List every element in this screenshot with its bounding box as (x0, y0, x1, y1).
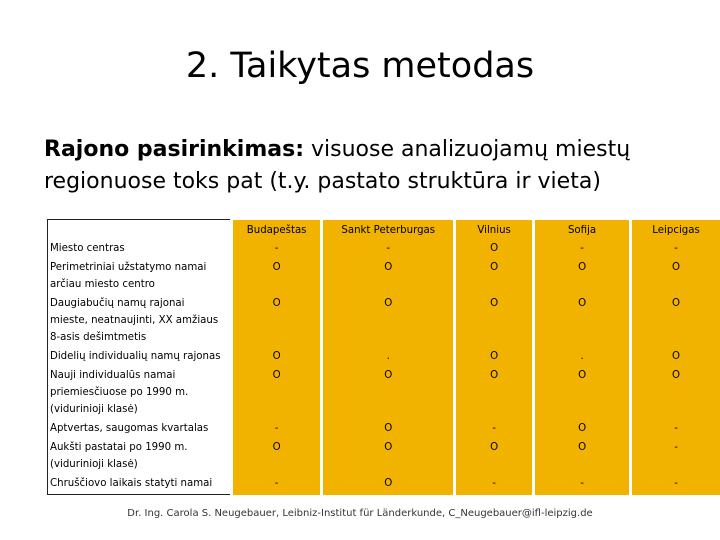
cell-value: O (578, 423, 587, 434)
cell-value: O (384, 298, 393, 309)
table-cell (232, 439, 322, 475)
table-cell (631, 420, 720, 439)
row-label (48, 420, 232, 439)
comparison-table (47, 219, 720, 495)
cell-value: - (492, 423, 496, 434)
table-row (48, 240, 720, 259)
table-row (48, 367, 720, 420)
header-empty-cell (48, 220, 232, 241)
row-label-line: arčiau miesto centro (50, 279, 155, 290)
table-row (48, 439, 720, 475)
table-cell (455, 475, 534, 495)
table-cell (232, 420, 322, 439)
row-label-line: Miesto centras (50, 243, 125, 254)
row-label (48, 240, 232, 259)
table-cell (322, 367, 455, 420)
table-cell (534, 439, 631, 475)
row-label-line: Chruščiovo laikais statyti namai (50, 478, 213, 489)
column-header: Sofija (534, 220, 631, 241)
cell-value: - (580, 478, 584, 489)
table-cell (232, 240, 322, 259)
row-label-line: 8-asis dešimtmetis (50, 332, 147, 343)
table-cell (631, 240, 720, 259)
cell-value: O (272, 351, 281, 362)
cell-value: O (578, 370, 587, 381)
table-cell (631, 295, 720, 348)
cell-value: O (272, 262, 281, 273)
slide-title: 2. Taikytas metodas (185, 46, 535, 86)
cell-value: O (578, 262, 587, 273)
subtitle-bold: Rajono pasirinkimas: (44, 137, 304, 162)
table-cell (455, 367, 534, 420)
table-cell (322, 348, 455, 367)
table-row (48, 475, 720, 495)
table-cell (322, 475, 455, 495)
table-cell (455, 348, 534, 367)
row-label-line: Aukšti pastatai po 1990 m. (50, 442, 188, 453)
cell-value: O (672, 262, 681, 273)
table-cell (455, 420, 534, 439)
cell-value: - (386, 243, 391, 254)
row-label (48, 259, 232, 295)
table-cell (232, 259, 322, 295)
cell-value: O (672, 298, 681, 309)
row-label-line: Perimetriniai užstatymo namai (50, 262, 207, 273)
table-cell (455, 439, 534, 475)
row-label-line: (vidurinioji klasė) (50, 404, 138, 415)
table-cell (322, 259, 455, 295)
table-cell (631, 259, 720, 295)
table-row (48, 259, 720, 295)
cell-value: O (272, 298, 281, 309)
cell-value: O (272, 370, 281, 381)
subtitle-rest: visuose analizuojamų miestų regionuose toks pat (t.y. pastato struktūra ir vieta) (44, 137, 631, 194)
cell-value: O (578, 442, 587, 453)
table-row (48, 295, 720, 348)
table-cell (631, 439, 720, 475)
table-cell (534, 367, 631, 420)
column-header: Budapeštas (232, 220, 322, 241)
cell-value: O (490, 243, 499, 254)
table-row (48, 348, 720, 367)
row-label (48, 348, 232, 367)
row-label (48, 367, 232, 420)
cell-value: O (384, 478, 393, 489)
column-header: Sankt Peterburgas (322, 220, 455, 241)
table-cell (534, 420, 631, 439)
cell-value: O (672, 370, 681, 381)
table-cell (322, 240, 455, 259)
cell-value: O (384, 442, 393, 453)
cell-value: O (490, 370, 499, 381)
cell-value: - (674, 423, 678, 434)
table-cell (534, 475, 631, 495)
cell-value: - (274, 478, 279, 489)
table-cell (534, 295, 631, 348)
cell-value: - (492, 478, 496, 489)
cell-value: - (674, 243, 678, 254)
cell-value: O (672, 351, 681, 362)
cell-value: O (384, 423, 393, 434)
table-cell (322, 420, 455, 439)
cell-value: O (490, 262, 499, 273)
row-label-line: mieste, neatnaujinti, XX amžiaus (50, 315, 219, 326)
footer-credit: Dr. Ing. Carola S. Neugebauer, Leibniz-Institut für Länderkunde, C_Neugebauer@ifl-leipzig.de (127, 508, 593, 519)
cell-value: O (384, 370, 393, 381)
row-label-line: Aptvertas, saugomas kvartalas (50, 423, 209, 434)
table-cell (631, 475, 720, 495)
cell-value: O (490, 351, 499, 362)
table-cell (455, 295, 534, 348)
cell-value: O (578, 298, 587, 309)
cell-value: . (386, 351, 390, 362)
table-cell (631, 348, 720, 367)
cell-value: - (274, 243, 279, 254)
row-label-line: Nauji individualūs namai (50, 370, 176, 381)
table-cell (534, 240, 631, 259)
column-header: Vilnius (455, 220, 534, 241)
table-header-row (48, 220, 720, 241)
cell-value: - (274, 423, 279, 434)
cell-value: - (580, 243, 584, 254)
table-cell (232, 367, 322, 420)
row-label-line: Didelių individualių namų rajonas (50, 351, 221, 362)
table-cell (455, 259, 534, 295)
row-label (48, 295, 232, 348)
table-cell (534, 348, 631, 367)
slide-subtitle (44, 134, 684, 198)
table-cell (322, 439, 455, 475)
row-label (48, 439, 232, 475)
table-row (48, 420, 720, 439)
cell-value: . (580, 351, 584, 362)
cell-value: O (384, 262, 393, 273)
cell-value: - (674, 478, 678, 489)
cell-value: - (674, 442, 678, 453)
column-header: Leipcigas (631, 220, 720, 241)
table-cell (322, 295, 455, 348)
row-label (48, 475, 232, 495)
table-cell (534, 259, 631, 295)
table-cell (631, 367, 720, 420)
row-label-line: Daugiabučių namų rajonai (50, 298, 185, 309)
cell-value: O (490, 298, 499, 309)
table-cell (455, 240, 534, 259)
table-cell (232, 295, 322, 348)
cell-value: O (490, 442, 499, 453)
row-label-line: priemiesčiuose po 1990 m. (50, 387, 189, 398)
cell-value: O (272, 442, 281, 453)
table-cell (232, 348, 322, 367)
row-label-line: (vidurinioji klasė) (50, 459, 138, 470)
table-cell (232, 475, 322, 495)
